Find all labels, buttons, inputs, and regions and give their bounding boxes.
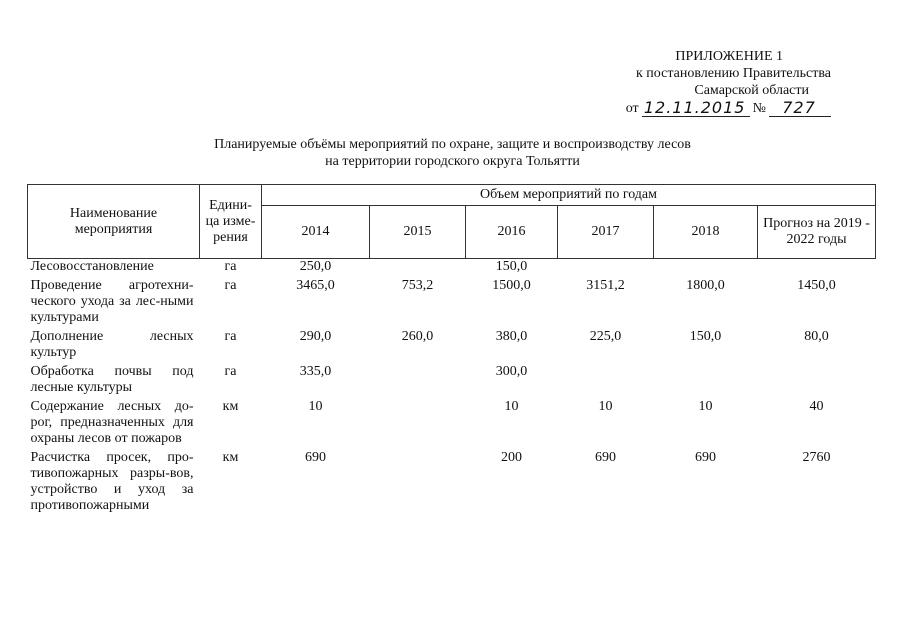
row-value: 290,0 bbox=[299, 329, 332, 344]
col-header-name: Наименование мероприятия bbox=[28, 185, 200, 259]
signature-line bbox=[623, 100, 831, 117]
row-unit: га bbox=[224, 364, 237, 379]
row-value: 225,0 bbox=[589, 329, 622, 344]
row-value: 150,0 bbox=[689, 329, 722, 344]
title-line-2: на территории городского округа Тольятти bbox=[325, 154, 580, 169]
col-header-year: 2015 bbox=[370, 206, 466, 259]
row-value bbox=[758, 259, 876, 279]
row-unit: га bbox=[224, 278, 237, 293]
row-value bbox=[558, 364, 654, 399]
row-value: 1500,0 bbox=[492, 278, 531, 293]
row-name: Проведение агротехни-ческого ухода за лес-ными культурами bbox=[30, 278, 194, 325]
col-header-group: Объем мероприятий по годам bbox=[262, 185, 876, 206]
row-value: 1450,0 bbox=[797, 278, 836, 293]
header-row-1 bbox=[28, 185, 876, 206]
row-value: 260,0 bbox=[401, 329, 434, 344]
row-value: 80,0 bbox=[804, 329, 829, 344]
row-value: 2760 bbox=[802, 450, 831, 465]
document-header bbox=[623, 48, 831, 117]
row-value bbox=[370, 364, 466, 399]
row-unit: км bbox=[222, 399, 239, 414]
handwritten-date: 12.11.2015 bbox=[642, 100, 750, 117]
number-label: № bbox=[752, 101, 766, 116]
from-label: от bbox=[625, 101, 639, 116]
row-value bbox=[558, 259, 654, 279]
row-value: 380,0 bbox=[495, 329, 528, 344]
row-value: 753,2 bbox=[401, 278, 434, 293]
row-value: 690 bbox=[695, 450, 716, 465]
row-value bbox=[654, 259, 758, 279]
resolution-label: к постановлению Правительства bbox=[635, 66, 831, 81]
row-value bbox=[654, 364, 758, 399]
document-title bbox=[0, 136, 905, 170]
table-row bbox=[28, 450, 876, 517]
row-name: Содержание лесных до-рог, предназначенных для охраны лесов от пожаров bbox=[30, 399, 194, 446]
row-value: 3465,0 bbox=[296, 278, 335, 293]
row-value: 10 bbox=[504, 399, 519, 414]
row-value: 690 bbox=[595, 450, 616, 465]
row-value: 10 bbox=[698, 399, 713, 414]
row-value: 335,0 bbox=[299, 364, 332, 379]
row-value: 690 bbox=[305, 450, 326, 465]
col-header-unit: Едини-ца изме-рения bbox=[200, 185, 262, 259]
row-value bbox=[370, 450, 466, 517]
row-unit: га bbox=[224, 259, 237, 274]
row-value: 150,0 bbox=[495, 259, 528, 274]
handwritten-number: 727 bbox=[769, 100, 831, 117]
title-line-1: Планируемые объёмы мероприятий по охране, защите и воспроизводству лесов bbox=[214, 137, 691, 152]
row-value: 40 bbox=[809, 399, 824, 414]
col-header-year: 2016 bbox=[466, 206, 558, 259]
table-row bbox=[28, 278, 876, 329]
row-name: Расчистка просек, про-тивопожарных разры-вов, устройство и уход за противопожарными bbox=[30, 450, 194, 513]
row-value bbox=[758, 364, 876, 399]
table-row bbox=[28, 329, 876, 364]
table-row bbox=[28, 364, 876, 399]
row-name: Обработка почвы под лесные культуры bbox=[30, 364, 194, 395]
row-name: Лесовосстановление bbox=[30, 259, 154, 274]
col-header-year: 2014 bbox=[262, 206, 370, 259]
row-unit: км bbox=[222, 450, 239, 465]
measures-table bbox=[27, 184, 876, 517]
col-header-year: 2018 bbox=[654, 206, 758, 259]
row-value: 10 bbox=[598, 399, 613, 414]
row-value: 300,0 bbox=[495, 364, 528, 379]
row-value: 10 bbox=[308, 399, 323, 414]
row-value bbox=[370, 259, 466, 279]
row-unit: га bbox=[224, 329, 237, 344]
col-header-year: 2017 bbox=[558, 206, 654, 259]
row-name: Дополнение лесных культур bbox=[30, 329, 194, 360]
row-value: 1800,0 bbox=[686, 278, 725, 293]
table-row bbox=[28, 259, 876, 279]
col-header-forecast: Прогноз на 2019 - 2022 годы bbox=[758, 206, 876, 259]
appendix-label: ПРИЛОЖЕНИЕ 1 bbox=[675, 49, 783, 64]
row-value: 200 bbox=[501, 450, 522, 465]
row-value: 3151,2 bbox=[586, 278, 625, 293]
region-label: Самарской области bbox=[694, 83, 809, 98]
row-value: 250,0 bbox=[299, 259, 332, 274]
row-value bbox=[370, 399, 466, 450]
table-row bbox=[28, 399, 876, 450]
